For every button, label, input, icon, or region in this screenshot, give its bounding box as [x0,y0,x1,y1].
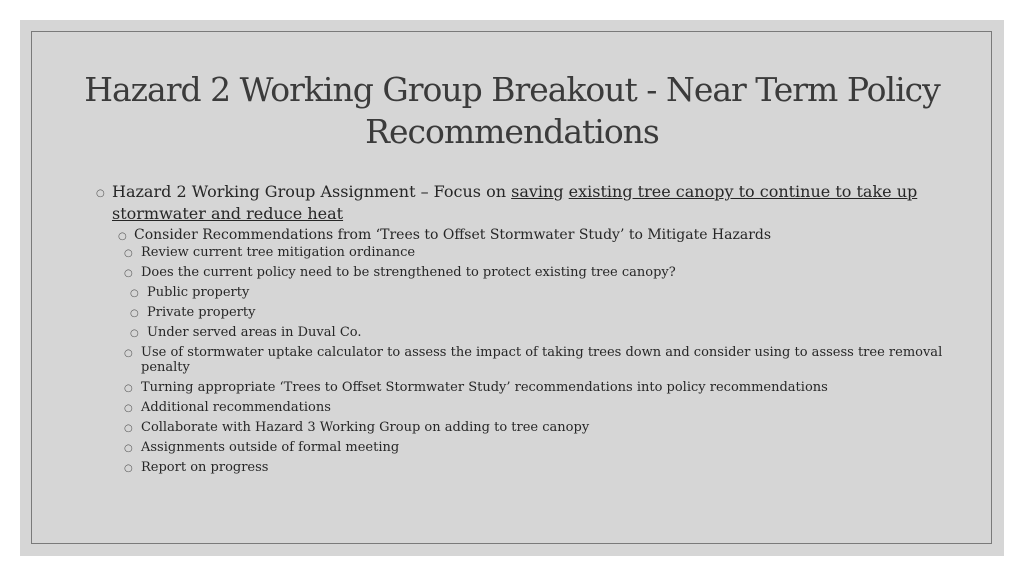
assignment-prefix: Hazard 2 Working Group Assignment – Focus on [112,182,512,201]
circle-bullet-icon: ○ [124,423,133,434]
turning-text: Turning appropriate ‘Trees to Offset Stormwater Study’ recommendations into policy recommendations [141,380,828,395]
list-item-turning [124,380,946,395]
circle-bullet-icon: ○ [124,348,133,359]
list-item-policy [124,265,946,280]
calculator-text: Use of stormwater uptake calculator to assess the impact of taking trees down and consider using to assess tree removal penalty [141,345,943,375]
policy-text: Does the current policy need to be strengthened to protect existing tree canopy? [141,265,676,280]
circle-bullet-icon: ○ [130,308,139,319]
assignments-text: Assignments outside of formal meeting [141,440,400,455]
bullet-list [96,181,946,225]
circle-bullet-icon: ○ [124,443,133,454]
list-item-public [130,285,946,300]
circle-bullet-icon: ○ [124,463,133,474]
list-item-private [130,305,946,320]
assignment-underlined-canopy: existing tree canopy to continue to take up stormwater and reduce heat [112,182,918,223]
report-text: Report on progress [141,460,269,475]
public-property-text: Public property [147,285,250,300]
circle-bullet-icon: ○ [118,231,127,242]
circle-bullet-icon: ○ [124,403,133,414]
slide [20,20,1004,556]
circle-bullet-icon: ○ [130,288,139,299]
list-item-report [124,460,946,475]
assignment-text [112,182,917,223]
list-item-additional [124,400,946,415]
slide-title: Hazard 2 Working Group Breakout - Near Term Policy Recommendations [84,70,940,151]
circle-bullet-icon: ○ [96,188,105,199]
list-item-collaborate [124,420,946,435]
consider-text: Consider Recommendations from ‘Trees to Offset Stormwater Study’ to Mitigate Hazards [134,227,772,243]
circle-bullet-icon: ○ [124,383,133,394]
list-item-assignments [124,440,946,455]
list-item-underserved [130,325,946,340]
collaborate-text: Collaborate with Hazard 3 Working Group on adding to tree canopy [141,420,590,435]
review-text: Review current tree mitigation ordinance [141,245,416,260]
list-item-consider [118,225,946,245]
list-item-calculator [124,345,946,375]
circle-bullet-icon: ○ [130,328,139,339]
underserved-text: Under served areas in Duval Co. [147,325,362,340]
circle-bullet-icon: ○ [124,268,133,279]
list-item-assignment [96,181,946,225]
additional-text: Additional recommendations [141,400,331,415]
assignment-underlined-saving: saving [511,182,564,201]
list-item-review [124,245,946,260]
private-property-text: Private property [147,305,256,320]
circle-bullet-icon: ○ [124,248,133,259]
slide-content [96,181,946,480]
